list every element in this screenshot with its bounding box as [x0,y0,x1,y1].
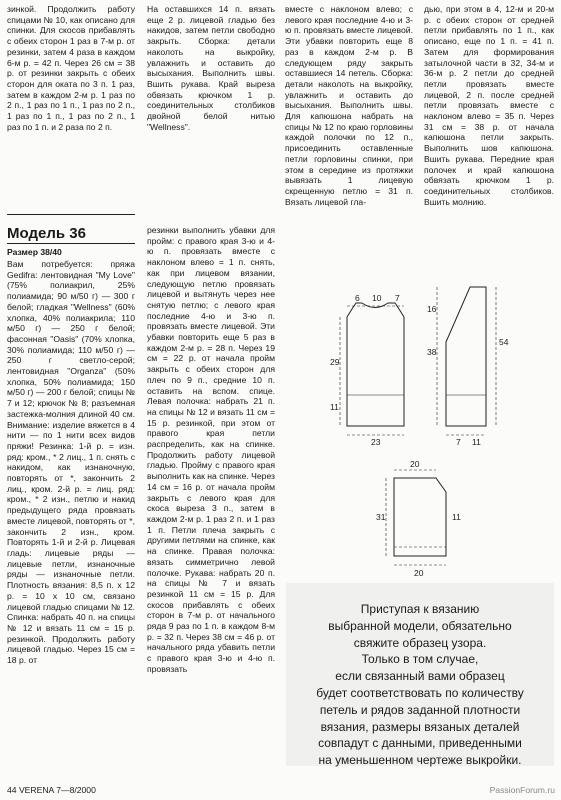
dim-front-height: 54 [499,337,509,347]
notice-text [286,601,554,769]
notice-line: вязания, размеры вязаных деталей [320,719,520,734]
notice-line: петель и рядов заданной плотности [319,702,521,717]
instructions-column: резинки выполнить убавки для пройм: с правого края 3-ю и 4-ю п. провязать вместе с наклоном влево = 1 п. снять, как при лицевом вязании, следующую петлю провязать лицевой и вытянуть через нее снятую петлю; с левого края последние 4-ю и 3-ю п. провязать вместе лицевой. Эти убавки повторить еще 5 раз в каждом 2-м р. = 28 п. Через 19 см = 22 р. от начала пройм закрыть с обеих сторон для плеч по 9 п., средние 10 п. оставить на вспом. спице. Левая полочка: набрать 21 п. на спицы № 12 и вязать 11 см = 15 р. резинкой, при этом от правого края петли распределить, как на спинке. Продолжить работу лицевой гладью. Пройму с правого края выполнить как на спинке. Через 14 см = 16 р. от начала пройм закрыть с левого края для скоса выреза 3 п., затем в каждом 2-м р. 1 раз 2 п. и 1 раз 1 п. Петли плеча закрыть с другими петлями на спинке, как на спинке. Правая полочка: вязать симметрично левой полочке. Рукава: набрать 20 п. на спицы № 7 и вязать резинкой 11 см = 15 р. Для скосов прибавлять с обеих сторон в 7-м р. от начального ряда 9 раз по 1 п. в каждом 8-м р. = 32 п. Через 38 см = 46 р. от начального ряда убавить петли с правого края 3-ю и 4-ю п. провязать [147,225,275,674]
dim-back-neck: 10 [372,293,382,303]
notice-line: выбранной модели, обязательно [328,618,512,633]
front-piece [446,287,486,426]
notice-line: Только в том случае, [361,652,479,667]
sleeve-piece [394,478,446,556]
notice-box [286,583,554,766]
size-line: Размер 38/40 [7,247,62,257]
notice-line: совпадут с данными, приведенными [318,736,522,751]
dim-back-rib: 11 [330,402,339,412]
dim-sleeve-rib: 11 [452,512,461,522]
dim-sleeve-bottom: 20 [414,568,424,578]
text-column-4: дью, при этом в 4, 12-м и 20-м р. с обеих сторон от средней петли прибавлять по 1 п., как описано, еще по 1 п. = 41 п. Затем для формирования затылочной части в 32, 34-м и 36-м р. 2 петли до средней петли провязать вместе лицевой, 2 п. после средней петли провязать вместе с наклоном влево = 35 п. Через 31 см = 38 р. от начала капюшона петли закрыть. Выполнить шов капюшона. Вшить рукава. Передние края полочек и край капюшона обвязать крючком 1 р. соединительных столбиков. Вшить молнию. [424,4,554,207]
dim-front-top: 16 [427,304,437,314]
materials-column: Вам потребуется: пряжа Gedifra: лентовидная "My Love" (75% полиакрил, 25% полиамида; 90 м/50 г) — 300 г белой; гладкая "Wellness" (60% хлопка, 40% полиакрила; 110 м/50 г) — 250 г белой; фасонная "Oasis" (70% хлопка, 30% полиамида; 110 м/50 г) — 250 г светло-серой; лентовидная "Organza" (50% хлопка, 50% полиамида; 150 м/50 г) — 200 г белой; спицы № 7 и 12; крючок № 8; разъемная застежка-молния длиной 40 см. Внимание: изделие вяжется в 4 нити — по 1 нити всех видов пряжи! Резинка: 1-й р. = изн. ряд: кром., * 2 лиц., 1 п. снять с накидом, как изнаночную, повторять от *, закончить 2 лиц., кром. 2-й р. = лиц. ряд: кром., * 2 изн., петлю и накид предыдущего ряда провязать вместе лицевой, повторять от *, закончить 2 изн., кром. Повторять 1-й и 2-й р. Лицевая гладь: лицевые ряды — лицевые петли, изнаночные ряды — изнаночные петли. Плотность вязания: 8,5 п. х 12 р. = 10 х 10 см, связано лицевой гладью спицами № 12. Спинка: набрать 40 п. на спицы № 12 и вязать 11 см = 15 р. резинкой. Продолжить работу лицевой гладью. Через 15 см = 18 р. от [7,259,135,666]
back-piece [347,303,404,426]
dim-sleeve-height: 31 [376,512,386,522]
notice-line: если связанный вами образец [335,669,505,684]
notice-line: свяжите образец узора. [353,635,487,650]
dim-back-shoulder: 6 [355,293,360,303]
text-column-2: На оставшихся 14 п. вязать еще 2 р. лицевой гладью без накидов, затем петли свободно закрыть. Сборка: детали наколоть на выкройку, увлажнить и оставить до высыхания. Выполнить швы. Вшить рукава. Край вырезa обвязать крючком 1 р. соединительных столбиков двойной белой нитью "Wellness". [147,4,275,132]
dim-back-shoulder-right: 7 [395,293,400,303]
dim-back-height: 29 [330,357,340,367]
notice-line: Приступая к вязанию [360,602,480,616]
page-footer: 44 VERENA 7—8/2000 [7,785,96,795]
dim-back-width: 23 [371,437,381,447]
dim-sleeve-top: 20 [410,459,420,469]
dim-front-bottom-2: 11 [472,437,481,447]
notice-line: будет соответствовать по количеству [316,685,524,700]
dim-front-side: 38 [427,347,437,357]
notice-line: на уменьшенном чертеже выкройки. [318,753,522,768]
dim-front-bottom-1: 7 [456,437,461,447]
model-title: Модель 36 [7,225,86,242]
watermark: PassionForum.ru [489,785,555,795]
text-column-1: зинкой. Продолжить работу спицами № 10, как описано для спинки. Для скосов прибавлять с обеих сторон 1 раз в 7-м р. от резинки, затем 4 раза в каждом 6-м р. = 42 п. Через 26 см = 38 р. от резинки закрыть с обеих сторон для оката по 3 п. 1 раз, затем в каждом 2-м р. 1 раз по 2 п., 1 раз по 1 п., 1 раз по 2 п., 1 раз по 1 п., 1 раз по 2 п., 1 раз по 1 п. и 2 раза по 2 п. [7,4,135,132]
text-column-3: вместе с наклоном влево; с левого края последние 4-ю и 3-ю п. провязать вместе лицевой. Эти убавки повторить еще 8 раз в каждом 2-м р. В следующем ряду закрыть оставшиеся 14 петель. Сборка: детали наколоть на выкройку, увлажнить и оставить до высыхания. Выполнить швы. Для капюшона набрать на спицы № 12 по краю горловины каждой полочки по 12 п., присоединить оставленные петли горловины спинки, при этом в середине из протяжки вывязать 1 лицевую скрещенную петлю = 31 п. Вязать лицевой гла- [285,4,413,207]
